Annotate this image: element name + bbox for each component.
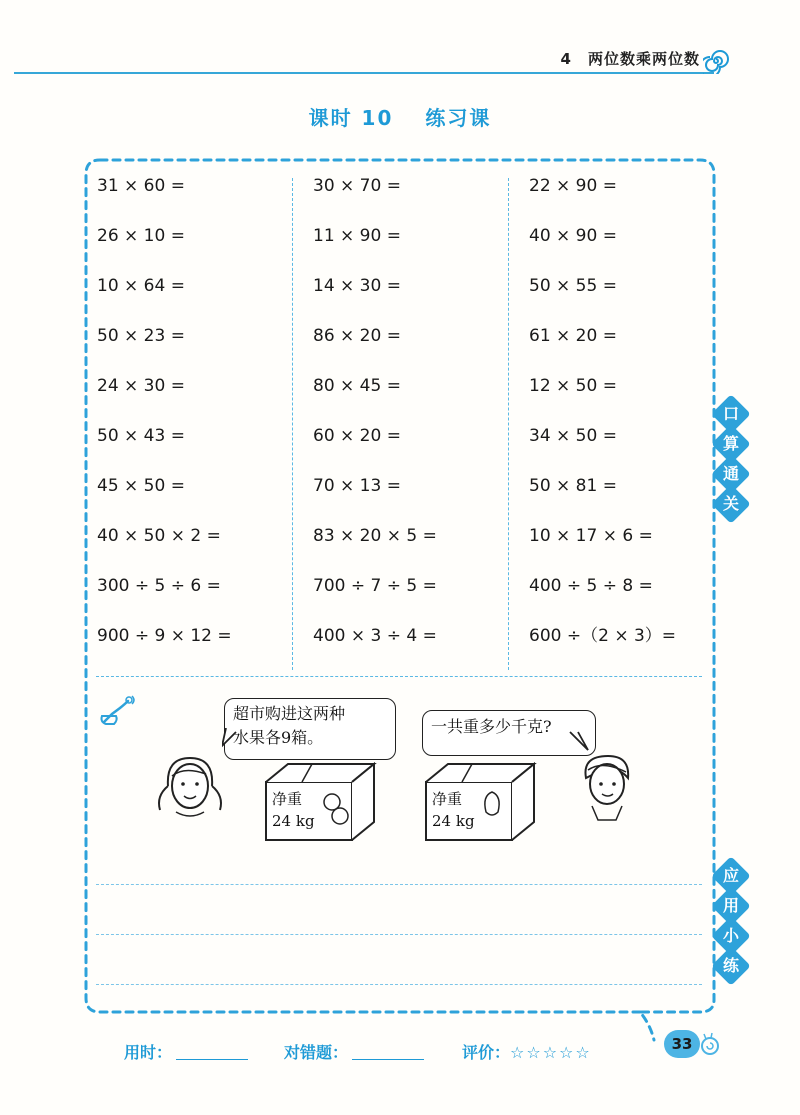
equation: 10 × 17 × 6 = bbox=[529, 526, 653, 546]
section-divider bbox=[96, 676, 702, 677]
oral-column-1 bbox=[97, 172, 232, 672]
equation: 14 × 30 = bbox=[313, 276, 401, 296]
boy-speech-bubble: 一共重多少千克? bbox=[422, 710, 596, 756]
tab-char: 口 bbox=[711, 394, 751, 434]
equation: 45 × 50 = bbox=[97, 476, 185, 496]
equation: 10 × 64 = bbox=[97, 276, 185, 296]
box1-label: 净重 24 kg bbox=[272, 790, 315, 830]
correct-field: 对错题： bbox=[284, 1040, 424, 1063]
oral-column-3 bbox=[529, 172, 676, 672]
equation: 34 × 50 = bbox=[529, 426, 617, 446]
time-field: 用时： bbox=[124, 1040, 248, 1063]
rating-stars[interactable]: ☆☆☆☆☆ bbox=[510, 1043, 592, 1062]
tab-char: 练 bbox=[711, 946, 751, 986]
snail-icon bbox=[698, 1030, 722, 1058]
equation: 50 × 81 = bbox=[529, 476, 617, 496]
girl-illustration bbox=[150, 752, 230, 824]
chapter-title: 两位数乘两位数 bbox=[587, 50, 700, 68]
equation: 50 × 43 = bbox=[97, 426, 185, 446]
girl-speech-bubble: 超市购进这两种 水果各9箱。 bbox=[224, 698, 396, 760]
answer-line[interactable] bbox=[96, 934, 702, 935]
bubble-tail bbox=[222, 728, 242, 748]
equation: 60 × 20 = bbox=[313, 426, 401, 446]
correct-blank[interactable] bbox=[352, 1043, 424, 1060]
equation: 40 × 90 = bbox=[529, 226, 617, 246]
answer-line[interactable] bbox=[96, 984, 702, 985]
boy-illustration bbox=[572, 748, 642, 824]
tab-char: 用 bbox=[711, 886, 751, 926]
equation: 40 × 50 × 2 = bbox=[97, 526, 221, 546]
tab-application bbox=[717, 862, 745, 982]
equation: 26 × 10 = bbox=[97, 226, 185, 246]
equation: 70 × 13 = bbox=[313, 476, 401, 496]
lesson-name: 练习课 bbox=[425, 106, 492, 130]
equation: 50 × 55 = bbox=[529, 276, 617, 296]
equation: 400 × 3 ÷ 4 = bbox=[313, 626, 437, 646]
equation: 86 × 20 = bbox=[313, 326, 401, 346]
chapter-number: 4 bbox=[560, 50, 572, 68]
time-blank[interactable] bbox=[176, 1043, 248, 1060]
equation: 22 × 90 = bbox=[529, 176, 617, 196]
lesson-number: 课时 10 bbox=[308, 106, 394, 130]
equation: 80 × 45 = bbox=[313, 376, 401, 396]
equation: 12 × 50 = bbox=[529, 376, 617, 396]
equation: 400 ÷ 5 ÷ 8 = bbox=[529, 576, 653, 596]
rating-field: 评价：☆☆☆☆☆ bbox=[462, 1043, 592, 1062]
equation: 300 ÷ 5 ÷ 6 = bbox=[97, 576, 221, 596]
oral-column-2 bbox=[313, 172, 437, 672]
tab-char: 算 bbox=[711, 424, 751, 464]
equation: 600 ÷（2 × 3）= bbox=[529, 626, 677, 646]
tab-char: 应 bbox=[711, 856, 751, 896]
equation: 11 × 90 = bbox=[313, 226, 401, 246]
equation: 24 × 30 = bbox=[97, 376, 185, 396]
equation: 83 × 20 × 5 = bbox=[313, 526, 437, 546]
box2-label: 净重 24 kg bbox=[432, 790, 475, 830]
equation: 700 ÷ 7 ÷ 5 = bbox=[313, 576, 437, 596]
column-divider bbox=[292, 178, 293, 670]
equation: 61 × 20 = bbox=[529, 326, 617, 346]
pointing-hand-icon bbox=[98, 694, 138, 728]
equation: 50 × 23 = bbox=[97, 326, 185, 346]
page-number: 33 bbox=[664, 1030, 700, 1058]
column-divider bbox=[508, 178, 509, 670]
tab-oral-calculation bbox=[717, 400, 745, 520]
equation: 30 × 70 = bbox=[313, 176, 401, 196]
equation: 900 ÷ 9 × 12 = bbox=[97, 626, 232, 646]
answer-line[interactable] bbox=[96, 884, 702, 885]
tab-char: 小 bbox=[711, 916, 751, 956]
tab-char: 通 bbox=[711, 454, 751, 494]
tab-char: 关 bbox=[711, 484, 751, 524]
equation: 31 × 60 = bbox=[97, 176, 185, 196]
